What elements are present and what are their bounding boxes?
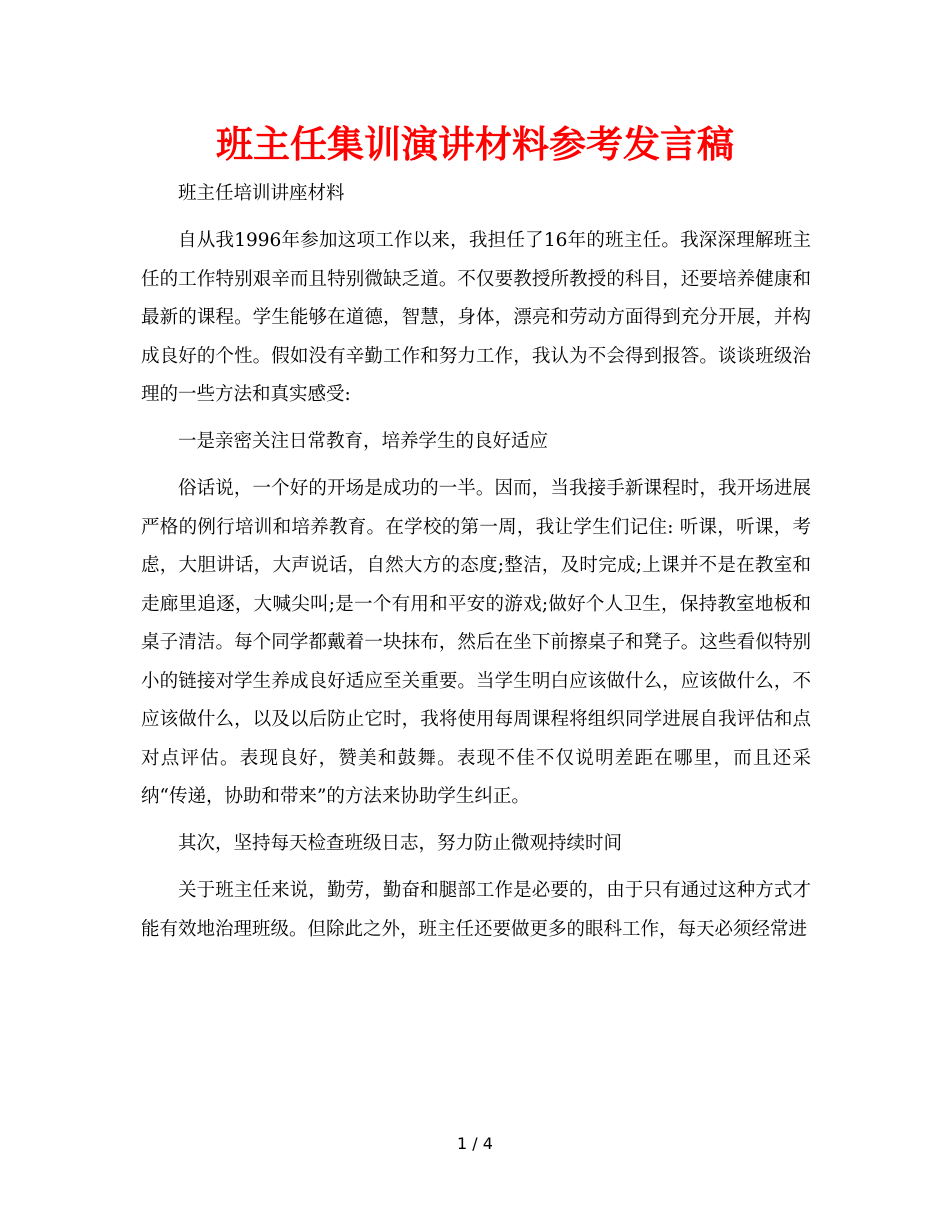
- paragraph-heading-one: 一是亲密关注日常教育，培养学生的良好适应: [178, 431, 549, 452]
- document-title: 班主任集训演讲材料参考发言稿: [216, 122, 734, 166]
- paragraph-routine-training: 俗话说，一个好的开场是成功的一半。因而，当我接手新课程时，我开场进展严格的例行培训和培养教育。在学校的第一周，我让学生们记住: 听课，听课，考虑，大胆讲话，大声说话，自然大方的态度;整洁，及时完成;上课并不是在教室和走廊里追逐，大喊尖叫;是一个有用和平安的游戏;做好个人卫生，保持教室地板和桌子清洁。每个同学都戴着一块抹布，然后在坐下前擦桌子和凳子。这些看似特别小的链接对学生养成良好适应至关重要。当学生明白应该做什么，应该做什么，不应该做什么，以及以后防止它时，我将使用每周课程将组织同学进展自我评估和点对点评估。表现良好，赞美和鼓舞。表现不佳不仅说明差距在哪里，而且还采纳“传递，协助和带来”的方法来协助学生纠正。: [141, 478, 811, 807]
- document-body: [141, 175, 811, 949]
- paragraph-heading-two: 其次，坚持每天检查班级日志，努力防止微观持续时间: [178, 833, 623, 854]
- page-number: 1 / 4: [457, 1134, 493, 1153]
- paragraph-intro: 自从我1996年参加这项工作以来，我担任了16年的班主任。我深深理解班主任的工作特别艰辛而且特别微缺乏道。不仅要教授所教授的科目，还要培养健康和最新的课程。学生能够在道德，智慧，身体，漂亮和劳动方面得到充分开展，并构成良好的个性。假如没有辛勤工作和努力工作，我认为不会得到报答。谈谈班级治理的一些方法和真实感受:: [141, 230, 811, 405]
- paragraph-subtitle: 班主任培训讲座材料: [178, 183, 345, 204]
- paragraph-class-management: 关于班主任来说，勤劳，勤奋和腿部工作是必要的，由于只有通过这种方式才能有效地治理班级。但除此之外，班主任还要做更多的眼科工作，每天必须经常进: [141, 880, 811, 940]
